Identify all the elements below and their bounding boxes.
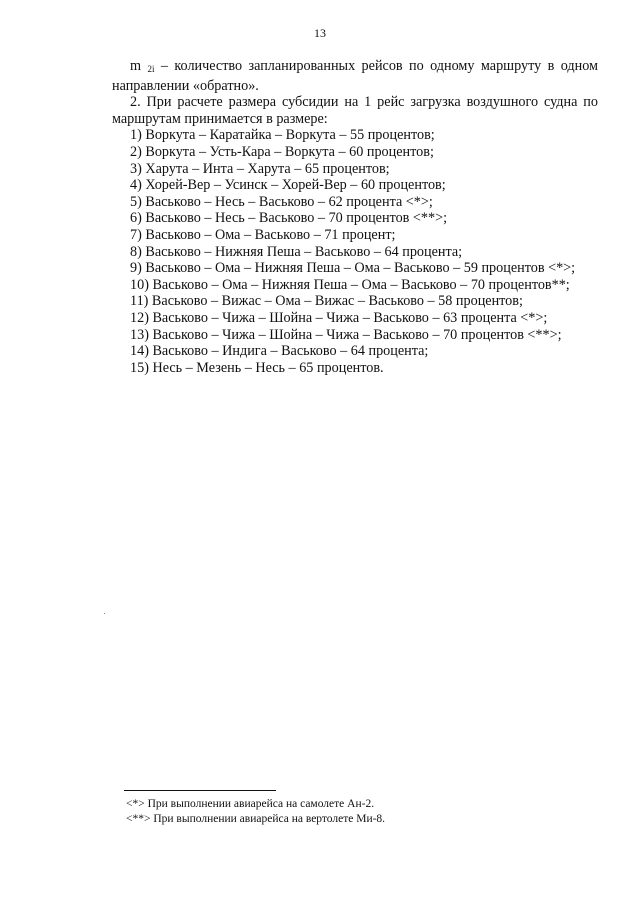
route-list-item: 3) Харута – Инта – Харута – 65 процентов; bbox=[130, 160, 390, 177]
footnotes bbox=[126, 797, 586, 827]
route-list-item: 14) Васьково – Индига – Васьково – 64 процента; bbox=[130, 343, 429, 360]
definition-symbol: m bbox=[130, 58, 142, 74]
document-body bbox=[112, 58, 598, 376]
route-list-item: 15) Несь – Мезень – Несь – 65 процентов. bbox=[130, 359, 384, 376]
route-list-item: 2) Воркута – Усть-Кара – Воркута – 60 процентов; bbox=[130, 143, 434, 160]
route-list-item: 7) Васьково – Ома – Васьково – 71 процент; bbox=[130, 226, 396, 243]
route-list-item: 6) Васьково – Несь – Васьково – 70 процентов <**>; bbox=[130, 210, 448, 227]
route-list-item: 8) Васьково – Нижняя Пеша – Васьково – 64 процента; bbox=[130, 243, 463, 260]
route-list-item: 10) Васьково – Ома – Нижняя Пеша – Ома – Васьково – 70 процентов**; bbox=[130, 276, 570, 293]
route-list-item: 12) Васьково – Чижа – Шойна – Чижа – Васьково – 63 процента <*>; bbox=[130, 309, 548, 326]
route-list-item: 4) Хорей-Вер – Усинск – Хорей-Вер – 60 процентов; bbox=[130, 177, 446, 194]
routes-list bbox=[112, 127, 598, 376]
scan-speck bbox=[104, 613, 105, 614]
clause-paragraph: 2. При расчете размера субсидии на 1 рейс загрузка воздушного судна по маршрутам принимается в размере: bbox=[112, 94, 598, 127]
route-list-item: 5) Васьково – Несь – Васьково – 62 процента <*>; bbox=[130, 193, 433, 210]
definition-paragraph bbox=[112, 58, 598, 94]
footnote-item: <**> При выполнении авиарейса на вертолете Ми-8. bbox=[126, 813, 386, 825]
footnote-item: <*> При выполнении авиарейса на самолете Ан-2. bbox=[126, 798, 375, 810]
route-list-item: 9) Васьково – Ома – Нижняя Пеша – Ома – Васьково – 59 процентов <*>; bbox=[130, 260, 576, 277]
route-list-item: 11) Васьково – Вижас – Ома – Вижас – Васьково – 58 процентов; bbox=[130, 293, 523, 310]
page-number: 13 bbox=[314, 26, 326, 40]
route-list-item: 1) Воркута – Каратайка – Воркута – 55 процентов; bbox=[130, 127, 435, 144]
footnote-divider bbox=[124, 790, 276, 791]
definition-text: – количество запланированных рейсов по одному маршруту в одном направлении «обратно». bbox=[112, 58, 599, 94]
definition-subscript: 2i bbox=[147, 64, 155, 74]
route-list-item: 13) Васьково – Чижа – Шойна – Чижа – Васьково – 70 процентов <**>; bbox=[130, 326, 562, 343]
